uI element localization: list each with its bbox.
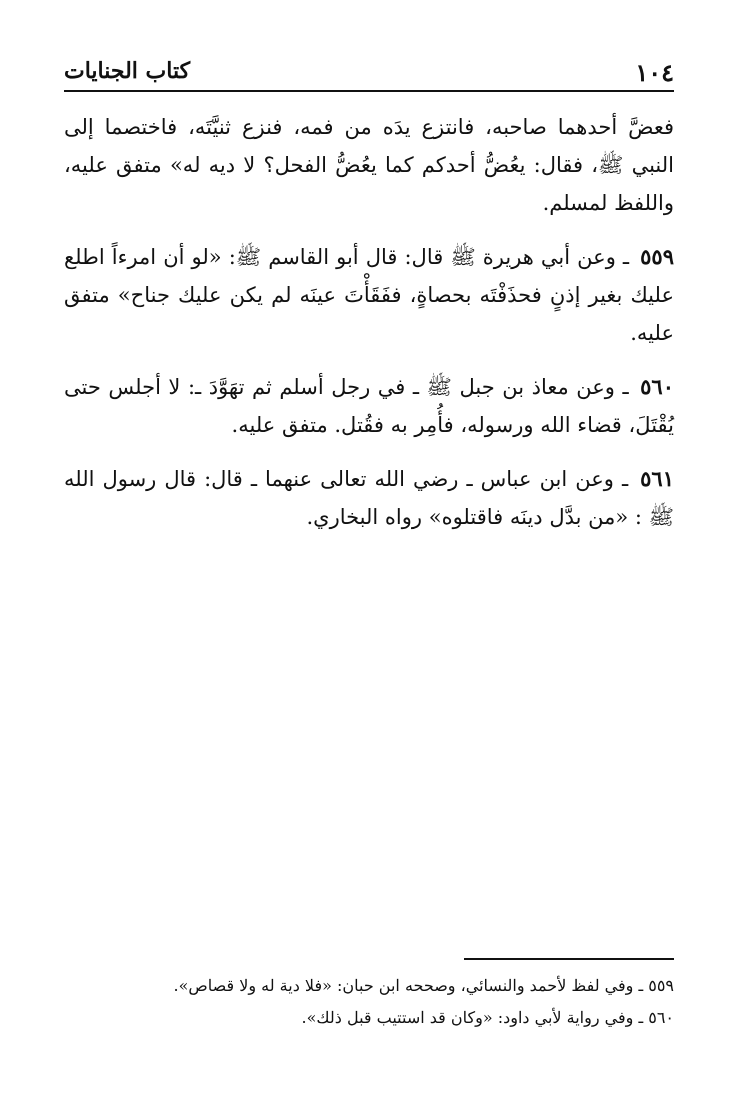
paragraph-text: ـ وعن ابن عباس ـ رضي الله تعالى عنهما ـ قال: قال رسول الله ﷺ : «من بدَّل دينَه فاقتلوه» رواه البخاري. [64, 467, 674, 529]
hadith-561 [64, 460, 674, 536]
paragraph-text: ـ وعن أبي هريرة ﷺ قال: قال أبو القاسم ﷺ: «لو أن امرءاً اطلع عليك بغير إذنٍ فحذَفْتَه بحصاةٍ، ففَقَأْتَ عينَه لم يكن عليك جناح» متفق عليه. [64, 245, 674, 345]
footnote-divider [464, 958, 674, 960]
hadith-number: ٥٦٠ [640, 374, 674, 399]
footnote-559: ٥٥٩ ـ وفي لفظ لأحمد والنسائي، وصححه ابن حبان: «فلا دية له ولا قصاص». [173, 976, 674, 995]
page-number: ١٠٤ [635, 58, 674, 87]
page-body [64, 92, 674, 536]
footnote-560: ٥٦٠ ـ وفي رواية لأبي داود: «وكان قد استتيب قبل ذلك». [301, 1008, 674, 1027]
hadith-number: ٥٦١ [640, 466, 674, 491]
paragraph-text: ـ وعن معاذ بن جبل ﷺ ـ في رجل أسلم ثم تهَوَّدَ ـ: لا أجلس حتى يُقْتَلَ، قضاء الله ورسوله، فأُمِر به فقُتل. متفق عليه. [64, 375, 674, 437]
paragraph-continuation [64, 108, 674, 222]
hadith-559 [64, 238, 674, 352]
hadith-560 [64, 368, 674, 444]
chapter-title: كتاب الجنايات [64, 58, 191, 84]
hadith-number: ٥٥٩ [640, 244, 674, 269]
page-header [64, 50, 674, 92]
book-page [64, 50, 674, 552]
footnotes [64, 958, 674, 1034]
paragraph-text: فعضَّ أحدهما صاحبه، فانتزع يدَه من فمه، فنزع ثنيَّتَه، فاختصما إلى النبي ﷺ، فقال: يعُضُّ أحدكم كما يعُضُّ الفحل؟ لا ديه له» متفق عليه، واللفظ لمسلم. [64, 115, 674, 215]
